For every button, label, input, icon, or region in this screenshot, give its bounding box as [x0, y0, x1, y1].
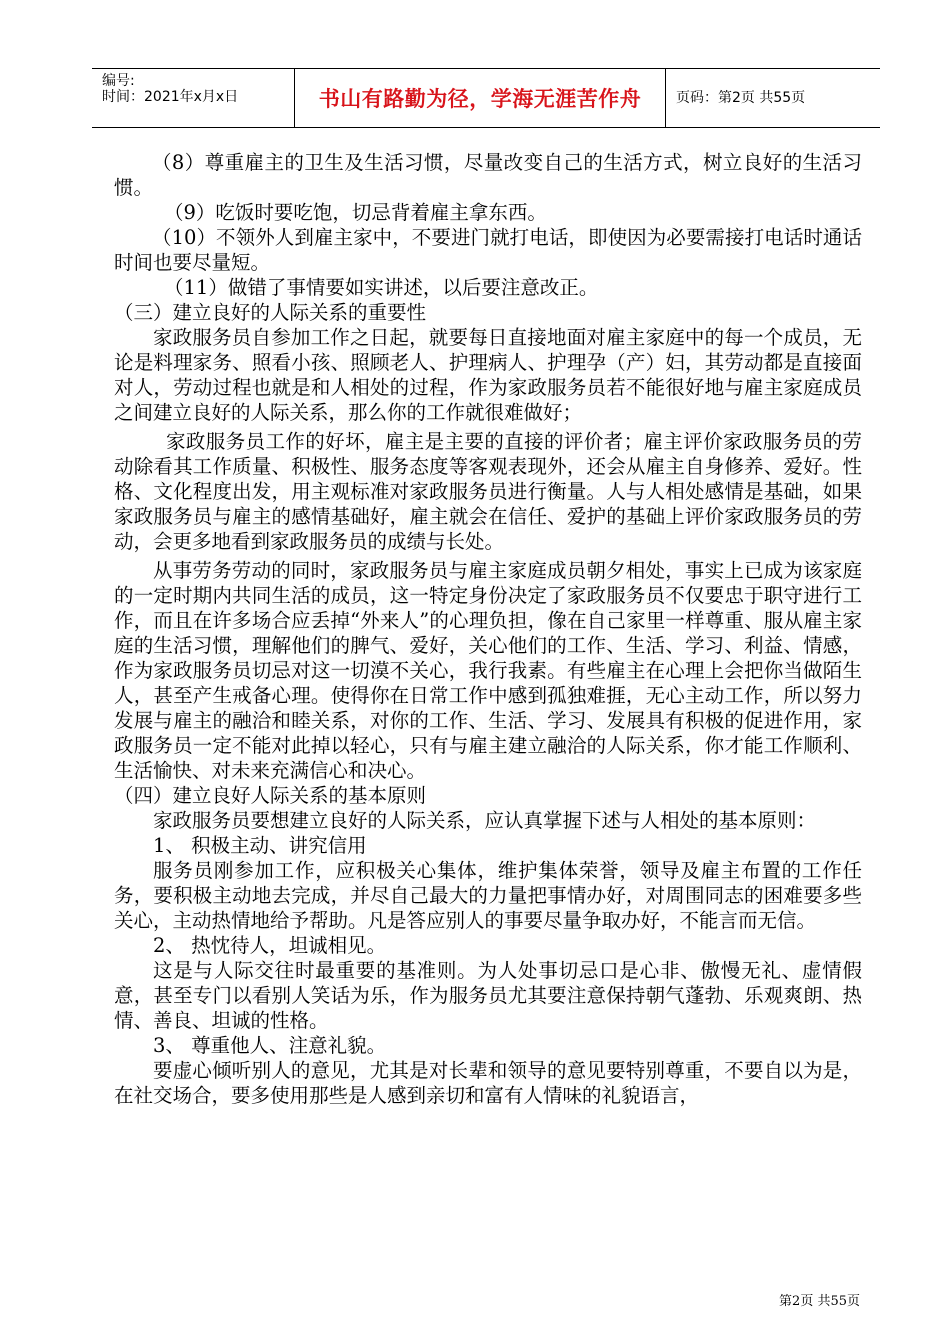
header-motto-cell	[294, 69, 666, 127]
paragraph-principles-intro: 家政服务员要想建立良好的人际关系，应认真掌握下述与人相处的基本原则：	[153, 809, 817, 832]
principle-1-title: 1、 积极主动、讲究信用	[153, 834, 367, 857]
principle-2-body: 这是与人际交往时最重要的基准则。为人处事切忌口是心非、傲慢无礼、虚情假意，甚至专门以看别人笑话为乐，作为服务员尤其要注意保持朝气蓬勃、乐观爽朗、热情、善良、坦诚的性格。	[114, 959, 862, 1032]
rule-9: （9）吃饭时要吃饱，切忌背着雇主拿东西。	[164, 201, 547, 224]
principle-1-body: 服务员刚参加工作，应积极关心集体，维护集体荣誉，领导及雇主布置的工作任务，要积极主动地去完成，并尽自己最大的力量把事情办好，对周围同志的困难要多些关心，主动热情地给予帮助。凡是答应别人的事要尽量争取办好，不能言而无信。	[114, 859, 862, 932]
section-heading-3: （三）建立良好的人际关系的重要性	[114, 301, 427, 324]
principle-3-title: 3、 尊重他人、注意礼貌。	[153, 1034, 387, 1057]
rule-8: （8）尊重雇主的卫生及生活习惯，尽量改变自己的生活方式，树立良好的生活习惯。	[114, 151, 862, 199]
document-body	[114, 150, 862, 1108]
section-heading-4: （四）建立良好人际关系的基本原则	[114, 784, 427, 807]
header-page-number: 页码：第2页 共55页	[676, 90, 806, 106]
principle-2-title: 2、 热忱待人，坦诚相见。	[153, 934, 387, 957]
paragraph-importance-1: 家政服务员自参加工作之日起，就要每日直接地面对雇主家庭中的每一个成员，无论是料理家务、照看小孩、照顾老人、护理病人、护理孕（产）妇，其劳动都是直接面对人，劳动过程也就是和人相处的过程，作为家政服务员若不能很好地与雇主家庭成员之间建立良好的人际关系，那么你的工作就很难做好；	[114, 326, 862, 424]
rule-10: （10）不领外人到雇主家中，不要进门就打电话，即使因为必要需接打电话时通话时间也要尽量短。	[114, 226, 862, 274]
page-header	[92, 68, 880, 128]
header-page-cell	[666, 69, 880, 127]
paragraph-importance-3: 从事劳务劳动的同时，家政服务员与雇主家庭成员朝夕相处，事实上已成为该家庭的一定时期内共同生活的成员，这一特定身份决定了家政服务员不仅要忠于职守进行工作，而且在许多场合应丢掉“外来人”的心理负担，像在自己家里一样尊重、服从雇主家庭的生活习惯，理解他们的脾气、爱好，关心他们的工作、生活、学习、利益、情感，作为家政服务员切忌对这一切漠不关心，我行我素。有些雇主在心理上会把你当做陌生人，甚至产生戒备心理。使得你在日常工作中感到孤独难捱，无心主动工作，所以努力发展与雇主的融洽和睦关系，对你的工作、生活、学习、发展具有积极的促进作用，家政服务员一定不能对此掉以轻心，只有与雇主建立融洽的人际关系，你才能工作顺利、生活愉快、对未来充满信心和决心。	[114, 559, 862, 782]
rule-11: （11）做错了事情要如实讲述，以后要注意改正。	[164, 276, 599, 299]
header-meta	[92, 69, 294, 127]
doc-time-label: 时间：2021年x月x日	[102, 89, 239, 105]
principle-3-body: 要虚心倾听别人的意见，尤其是对长辈和领导的意见要特别尊重，不要自以为是，在社交场合，要多使用那些是人感到亲切和富有人情味的礼貌语言，	[114, 1059, 862, 1107]
doc-number-label: 编号:	[102, 73, 135, 89]
header-motto: 书山有路勤为径，学海无涯苦作舟	[318, 86, 642, 111]
page-footer: 第2页 共55页	[779, 1294, 860, 1309]
paragraph-importance-2: 家政服务员工作的好坏，雇主是主要的直接的评价者；雇主评价家政服务员的劳动除看其工作质量、积极性、服务态度等客观表现外，还会从雇主自身修养、爱好。性格、文化程度出发，用主观标准对家政服务员进行衡量。人与人相处感情是基础，如果家政服务员与雇主的感情基础好，雇主就会在信任、爱护的基础上评价家政服务员的劳动，会更多地看到家政服务员的成绩与长处。	[114, 430, 862, 553]
